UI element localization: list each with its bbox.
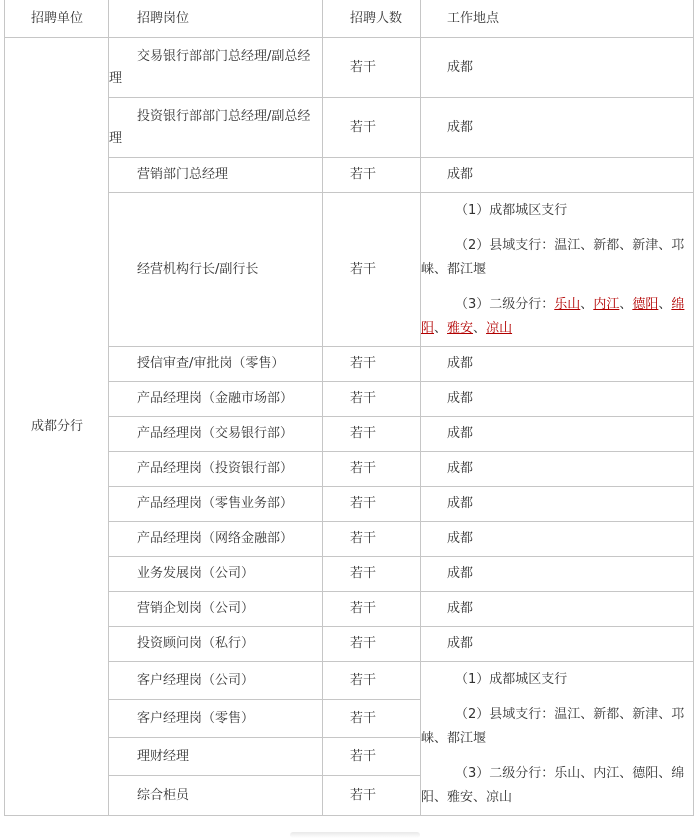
table-row bbox=[5, 452, 694, 487]
position-cell: 投资银行部部门总经理/副总经理 bbox=[109, 98, 323, 158]
branch-location-line: （1）成都城区支行 bbox=[455, 671, 568, 687]
table-row bbox=[5, 38, 694, 98]
location-cell: 成都 bbox=[421, 158, 694, 193]
table-row bbox=[5, 98, 694, 158]
location-cell: 成都 bbox=[421, 38, 694, 98]
table-row bbox=[5, 557, 694, 592]
table-row bbox=[5, 487, 694, 522]
position-cell: 授信审查/审批岗（零售） bbox=[109, 347, 323, 382]
branch-location-list bbox=[421, 199, 687, 341]
unit-cell: 成都分行 bbox=[5, 38, 109, 816]
separator: 、 bbox=[473, 320, 487, 336]
location-cell: 成都 bbox=[421, 487, 694, 522]
count-cell: 若干 bbox=[323, 738, 421, 776]
table-row bbox=[5, 592, 694, 627]
count-cell: 若干 bbox=[323, 193, 421, 347]
location-cell: 成都 bbox=[421, 417, 694, 452]
city-link[interactable]: 雅安 bbox=[447, 320, 474, 336]
branch-location-line: （2）县域支行：温江、新都、新津、邛崃、都江堰 bbox=[421, 706, 685, 746]
count-cell: 若干 bbox=[323, 662, 421, 700]
separator: 、 bbox=[580, 296, 594, 312]
recruitment-table bbox=[4, 0, 694, 816]
table-row bbox=[5, 662, 694, 700]
header-location: 工作地点 bbox=[421, 0, 694, 38]
table-row bbox=[5, 158, 694, 193]
location-cell: 成都 bbox=[421, 592, 694, 627]
position-cell: 理财经理 bbox=[109, 738, 323, 776]
count-cell: 若干 bbox=[323, 38, 421, 98]
position-cell: 客户经理岗（公司） bbox=[109, 662, 323, 700]
location-cell: 成都 bbox=[421, 452, 694, 487]
position-cell: 产品经理岗（投资银行部） bbox=[109, 452, 323, 487]
table-row bbox=[5, 347, 694, 382]
location-cell: 成都 bbox=[421, 522, 694, 557]
table-row bbox=[5, 522, 694, 557]
table-row bbox=[5, 417, 694, 452]
position-cell: 投资顾问岗（私行） bbox=[109, 627, 323, 662]
count-cell: 若干 bbox=[323, 487, 421, 522]
count-cell: 若干 bbox=[323, 522, 421, 557]
position-cell: 交易银行部部门总经理/副总经理 bbox=[109, 38, 323, 98]
branch-location-line bbox=[421, 293, 687, 341]
header-unit: 招聘单位 bbox=[5, 0, 109, 38]
position-cell: 业务发展岗（公司） bbox=[109, 557, 323, 592]
count-cell: 若干 bbox=[323, 557, 421, 592]
position-cell: 产品经理岗（交易银行部） bbox=[109, 417, 323, 452]
position-cell: 营销部门总经理 bbox=[109, 158, 323, 193]
city-link[interactable]: 乐山 bbox=[554, 296, 581, 312]
scroll-shadow bbox=[290, 832, 420, 838]
location-cell bbox=[421, 662, 694, 816]
header-row bbox=[5, 0, 694, 38]
count-cell: 若干 bbox=[323, 382, 421, 417]
city-link[interactable]: 内江 bbox=[593, 296, 620, 312]
separator: 、 bbox=[434, 320, 448, 336]
count-cell: 若干 bbox=[323, 452, 421, 487]
position-cell: 产品经理岗（零售业务部） bbox=[109, 487, 323, 522]
location-cell bbox=[421, 193, 694, 347]
location-cell: 成都 bbox=[421, 382, 694, 417]
count-cell: 若干 bbox=[323, 98, 421, 158]
separator: 、 bbox=[658, 296, 672, 312]
position-cell: 营销企划岗（公司） bbox=[109, 592, 323, 627]
count-cell: 若干 bbox=[323, 776, 421, 816]
count-cell: 若干 bbox=[323, 347, 421, 382]
header-position: 招聘岗位 bbox=[109, 0, 323, 38]
branch-location-prefix: （3）二级分行： bbox=[455, 296, 555, 312]
location-cell: 成都 bbox=[421, 347, 694, 382]
count-cell: 若干 bbox=[323, 627, 421, 662]
position-cell: 经营机构行长/副行长 bbox=[109, 193, 323, 347]
branch-location-list bbox=[421, 668, 687, 810]
count-cell: 若干 bbox=[323, 592, 421, 627]
position-cell: 综合柜员 bbox=[109, 776, 323, 816]
location-cell: 成都 bbox=[421, 98, 694, 158]
location-cell: 成都 bbox=[421, 557, 694, 592]
count-cell: 若干 bbox=[323, 417, 421, 452]
table-row bbox=[5, 627, 694, 662]
branch-location-line: （3）二级分行：乐山、内江、德阳、绵阳、雅安、凉山 bbox=[421, 765, 685, 805]
separator: 、 bbox=[619, 296, 633, 312]
branch-location-line: （2）县域支行：温江、新都、新津、邛崃、都江堰 bbox=[421, 237, 685, 277]
city-link[interactable]: 凉山 bbox=[486, 320, 513, 336]
position-cell: 产品经理岗（网络金融部） bbox=[109, 522, 323, 557]
header-count: 招聘人数 bbox=[323, 0, 421, 38]
table-row bbox=[5, 193, 694, 347]
city-link[interactable]: 绵阳 bbox=[421, 296, 685, 336]
position-cell: 客户经理岗（零售） bbox=[109, 700, 323, 738]
count-cell: 若干 bbox=[323, 700, 421, 738]
table-row bbox=[5, 382, 694, 417]
location-cell: 成都 bbox=[421, 627, 694, 662]
count-cell: 若干 bbox=[323, 158, 421, 193]
branch-location-line: （1）成都城区支行 bbox=[455, 202, 568, 218]
position-cell: 产品经理岗（金融市场部） bbox=[109, 382, 323, 417]
city-link[interactable]: 德阳 bbox=[632, 296, 659, 312]
